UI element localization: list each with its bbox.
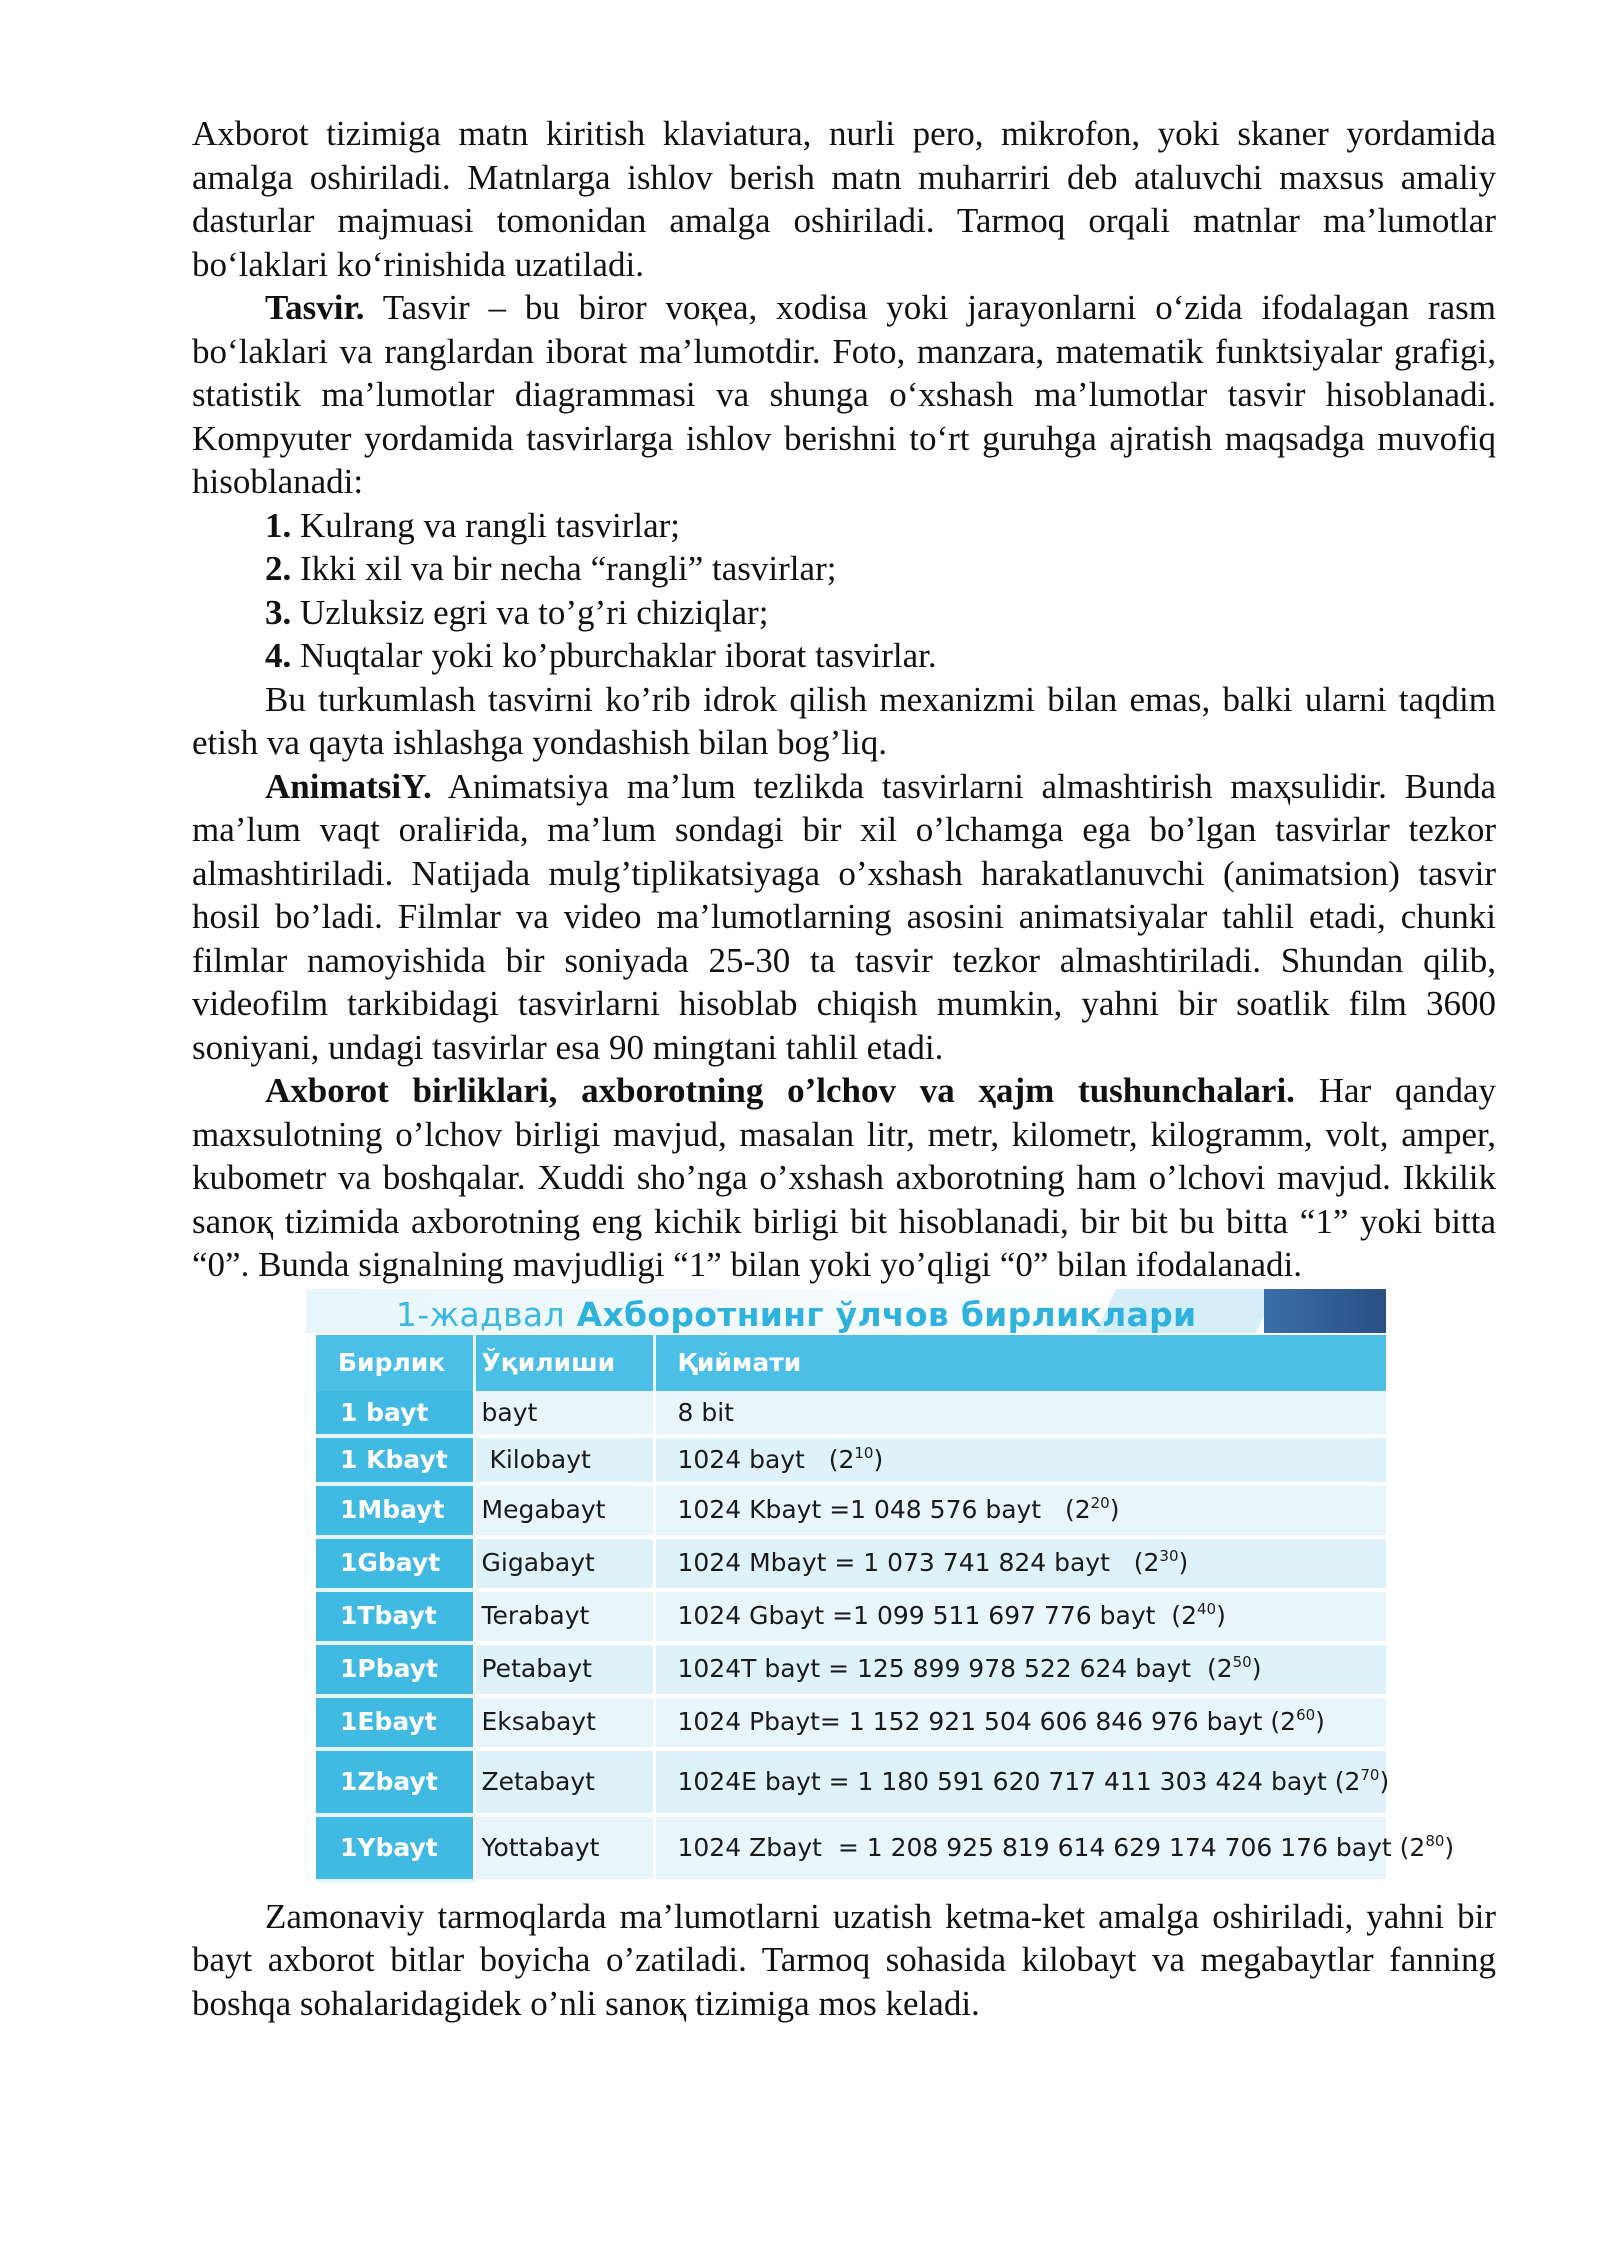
table-row [316, 1484, 1386, 1537]
header-unit: Бирлик [316, 1335, 474, 1391]
value-cell [654, 1436, 1386, 1484]
close-paren: ) [873, 1445, 884, 1474]
close-paren: ) [1444, 1832, 1455, 1862]
reading-cell: bayt [474, 1391, 654, 1437]
list-number: 1. [265, 505, 292, 545]
value-text: 1024 Gbayt =1 099 511 697 776 bayt (2 [677, 1601, 1197, 1631]
table-row [316, 1696, 1386, 1749]
value-cell [654, 1696, 1386, 1749]
close-paren: ) [1251, 1654, 1262, 1684]
table-title [396, 1293, 1196, 1337]
power-exponent: 80 [1425, 1831, 1445, 1850]
table-header-row [316, 1335, 1386, 1391]
unit-cell: 1 bayt [316, 1391, 474, 1437]
table-title-bar [306, 1289, 1386, 1333]
tasvir-body: Tasvir – bu biror voқea, xodisa yoki jarayonlarni o‘zida ifodalagan rasm bo‘laklari va ranglardan iborat ma’lumotdir. Foto, manzara, matematik funktsiyalar grafigi, statistik ma’lumotlar diagrammasi va shunga o‘xshash ma’lumotlar tasvir hisoblanadi. Kompyuter yordamida tasvirlarga ishlov berishni to‘rt guruhga ajratish maqsadga muvofiq hisoblanadi: [192, 288, 1496, 501]
table-row [316, 1590, 1386, 1643]
list-item [192, 591, 1496, 635]
value-text: 8 bit [677, 1397, 734, 1427]
title-decor-block [1264, 1289, 1386, 1333]
list-number: 2. [265, 549, 292, 588]
animatsiya-heading: AnimatsiY. [265, 766, 432, 806]
list-text: Kulrang va rangli tasvirlar; [291, 505, 681, 545]
power-exponent: 60 [1296, 1706, 1316, 1725]
close-paren: ) [1109, 1495, 1120, 1525]
list-item [192, 504, 1496, 548]
value-text: 1024 Kbayt =1 048 576 bayt (2 [677, 1495, 1091, 1525]
value-cell [654, 1643, 1386, 1696]
reading-cell: Eksabayt [474, 1696, 654, 1749]
value-text: 1024 Mbayt = 1 073 741 824 bayt (2 [677, 1548, 1160, 1578]
table-title-prefix: 1-жадвал [396, 1294, 565, 1334]
value-text: 1024 Zbayt = 1 208 925 819 614 629 174 706 176 bayt (2 [677, 1832, 1426, 1862]
unit-cell: 1Zbayt [316, 1749, 474, 1815]
unit-cell: 1Mbayt [316, 1484, 474, 1537]
paragraph-tasvir [192, 286, 1496, 504]
reading-cell: Yottabayt [474, 1815, 654, 1881]
power-exponent: 70 [1360, 1765, 1380, 1784]
table-row [316, 1749, 1386, 1815]
table-row [316, 1391, 1386, 1437]
value-text: 1024 bayt (2 [677, 1445, 855, 1474]
reading-cell: Kilobayt [474, 1436, 654, 1484]
table-title-main: Ахборотнинг ўлчов бирликлари [564, 1294, 1197, 1334]
table-row [316, 1815, 1386, 1881]
table-row [316, 1537, 1386, 1590]
tasvir-list [192, 504, 1496, 678]
list-item [192, 634, 1496, 678]
units-table [316, 1335, 1455, 1883]
close-paren: ) [1379, 1766, 1390, 1796]
list-item [192, 547, 1496, 591]
paragraph-tarmoq: Zamonaviy tarmoqlarda ma’lumotlarni uzatish ketma-ket amalga oshiriladi, yahni bir bayt axborot bitlar boyicha o’zatiladi. Tarmoq sohasida kilobayt va megabaytlar fanning boshqa sohalaridagidek o’nli sanoқ tizimiga mos keladi. [192, 1896, 1496, 2023]
value-cell [654, 1391, 1386, 1437]
table-row [316, 1436, 1386, 1484]
list-text: Ikki xil va bir necha “rangli” tasvirlar; [291, 549, 837, 588]
close-paren: ) [1178, 1548, 1189, 1578]
tasvir-heading: Tasvir. [265, 288, 365, 327]
close-paren: ) [1315, 1707, 1325, 1737]
value-cell [654, 1815, 1455, 1881]
power-exponent: 10 [854, 1444, 874, 1462]
power-exponent: 20 [1090, 1494, 1110, 1513]
value-cell [654, 1749, 1390, 1815]
paragraph-animatsiya [192, 765, 1496, 1070]
paragraph-turkum: Bu turkumlash tasvirni ko’rib idrok qilish mexanizmi bilan emas, balki ularni taqdim etish va qayta ishlashga yondashish bilan bog’liq. [192, 679, 1496, 762]
value-cell [654, 1484, 1386, 1537]
list-text: Uzluksiz egri va to’g’ri chiziqlar; [291, 592, 769, 632]
animatsiya-body: Animatsiya ma’lum tezlikda tasvirlarni almashtirish maҳsulidir. Bunda ma’lum vaqt oraliғida, ma’lum sondagi bir xil o’lchamga ega bo’lgan tasvirlar tezkor almashtiriladi. Natijada mulg’tiplikatsiyaga o’xshash harakatlanuvchi (animatsion) tasvir hosil bo’ladi. Filmlar va video ma’lumotlarning asosini animatsiyalar tahlil etadi, chunki filmlar namoyishida bir soniyada 25-30 ta tasvir tezkor almashtiriladi. Shundan qilib, videofilm tarkibidagi tasvirlarni hisoblab chiqish mumkin, yahni bir soatlik film 3600 soniyani, undagi tasvirlar esa 90 mingtani tahlil etadi. [192, 766, 1496, 1067]
reading-cell: Petabayt [474, 1643, 654, 1696]
header-reading: Ўқилиши [474, 1335, 654, 1391]
value-cell [654, 1537, 1386, 1590]
units-table-figure [306, 1289, 1455, 1895]
unit-cell: 1 Kbayt [316, 1436, 474, 1484]
unit-cell: 1Ybayt [316, 1815, 474, 1881]
birliklar-heading: Axborot birliklari, axborotning o’lchov va ҳajm tushunchalari. [265, 1071, 1295, 1110]
power-exponent: 40 [1196, 1600, 1217, 1619]
document-page [192, 112, 1496, 2025]
value-text: 1024 Pbayt= 1 152 921 504 606 846 976 bayt (2 [677, 1707, 1297, 1737]
power-exponent: 50 [1232, 1653, 1252, 1672]
list-number: 3. [265, 592, 292, 632]
paragraph-birliklar [192, 1069, 1496, 1287]
value-cell [654, 1590, 1386, 1643]
unit-cell: 1Gbayt [316, 1537, 474, 1590]
value-text: 1024E bayt = 1 180 591 620 717 411 303 424 bayt (2 [677, 1766, 1361, 1796]
list-text: Nuqtalar yoki ko’pburchaklar iborat tasvirlar. [291, 636, 937, 675]
power-exponent: 30 [1159, 1547, 1179, 1566]
header-value: Қиймати [654, 1335, 1386, 1391]
reading-cell: Megabayt [474, 1484, 654, 1537]
reading-cell: Zetabayt [474, 1749, 654, 1815]
table-row [316, 1643, 1386, 1696]
paragraph-text-input: Axborot tizimiga matn kiritish klaviatura, nurli pero, mikrofon, yoki skaner yordamida amalga oshiriladi. Matnlarga ishlov berish matn muharriri deb ataluvchi maxsus amaliy dasturlar majmuasi tomonidan amalga oshiriladi. Tarmoq orqali matnlar ma’lumotlar bo‘laklari ko‘rinishida uzatiladi. [192, 114, 1496, 284]
unit-cell: 1Ebayt [316, 1696, 474, 1749]
reading-cell: Gigabayt [474, 1537, 654, 1590]
birliklar-body: Har qanday maxsulotning o’lchov birligi mavjud, masalan litr, metr, kilometr, kilogramm, volt, amper, kubometr va boshqalar. Xuddi sho’nga o’xshash axborotning ham o’lchovi mavjud. Ikkilik sanoқ tizimida axborotning eng kichik birligi bit hisoblanadi, bir bit bu bitta “1” yoki bitta “0”. Bunda signalning mavjudligi “1” bilan yoki yo’qligi “0” bilan ifodalanadi. [192, 1071, 1496, 1284]
value-text: 1024T bayt = 125 899 978 522 624 bayt (2 [677, 1654, 1233, 1684]
unit-cell: 1Tbayt [316, 1590, 474, 1643]
list-number: 4. [265, 636, 292, 675]
unit-cell: 1Pbayt [316, 1643, 474, 1696]
close-paren: ) [1216, 1601, 1226, 1631]
reading-cell: Terabayt [474, 1590, 654, 1643]
